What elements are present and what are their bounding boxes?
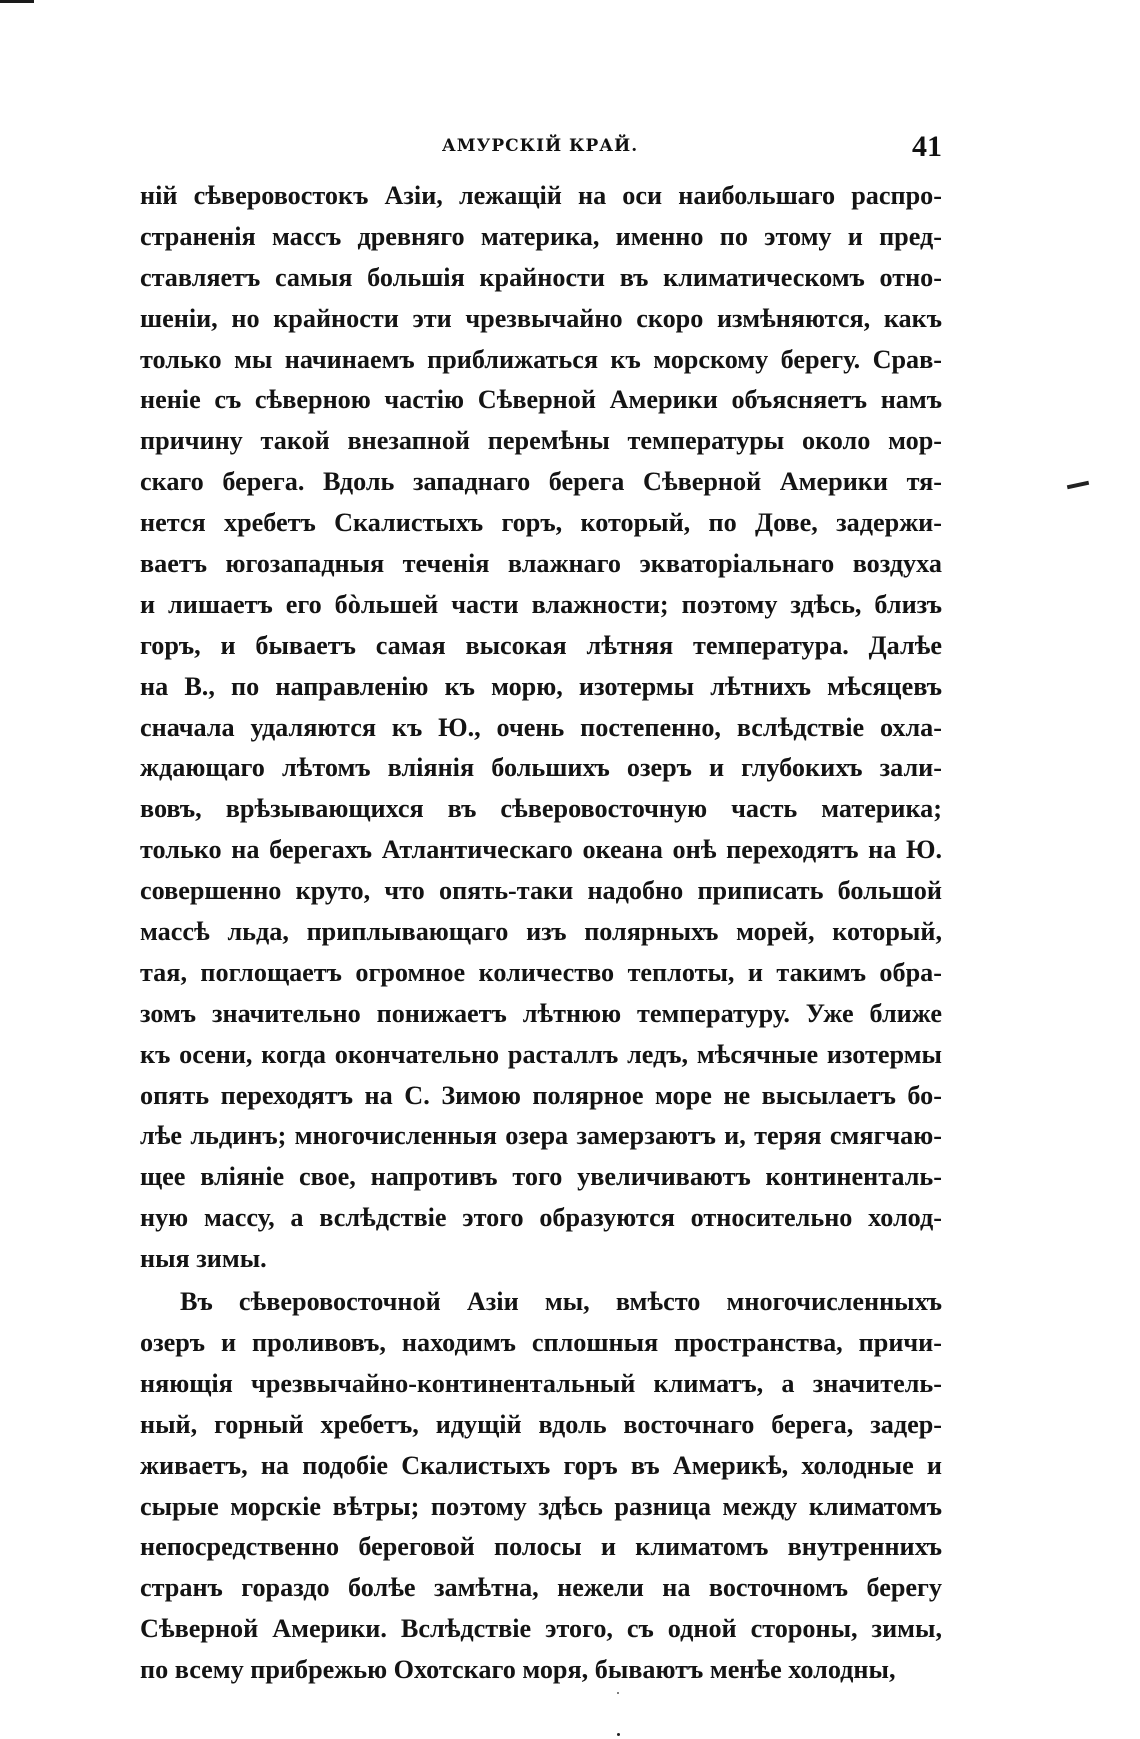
- text-line: горъ, и бываетъ самая высокая лѣтняя температура. Далѣе: [140, 630, 942, 660]
- text-line: няющія чрезвычайно-континентальный климатъ, а значитель-: [140, 1368, 942, 1398]
- text-line: нется хребетъ Скалистыхъ горъ, который, по Дове, задержи-: [140, 508, 942, 538]
- text-line: только на берегахъ Атлантическаго океана онѣ переходятъ на Ю.: [140, 835, 942, 865]
- text-line: ставляетъ самыя большія крайности въ климатическомъ отно-: [140, 262, 942, 292]
- text-line: ныя зимы.: [140, 1244, 267, 1274]
- ink-speck: [617, 1733, 620, 1736]
- text-line: сначала удаляются къ Ю., очень постепенно, вслѣдствіе охла-: [140, 712, 942, 742]
- text-line: вовъ, врѣзывающихся въ сѣверовосточную часть материка;: [140, 794, 942, 824]
- running-header: [140, 132, 940, 168]
- text-line: только мы начинаемъ приближаться къ морскому берегу. Срав-: [140, 344, 942, 374]
- paragraph-1: [140, 176, 942, 1280]
- text-line: сырые морскіе вѣтры; поэтому здѣсь разница между климатомъ: [140, 1491, 942, 1521]
- text-line: Въ сѣверовосточной Азіи мы, вмѣсто многочисленныхъ: [180, 1287, 942, 1317]
- text-line: непосредственно береговой полосы и климатомъ внутреннихъ: [140, 1532, 942, 1562]
- text-line: лѣе льдинъ; многочисленныя озера замерзаютъ и, теряя смягчаю-: [140, 1121, 942, 1151]
- text-line: неніе съ сѣверною частію Сѣверной Америки объясняетъ намъ: [140, 385, 942, 415]
- ink-speck: [1067, 481, 1089, 489]
- body-text: [140, 176, 942, 1691]
- text-line: ждающаго лѣтомъ вліянія большихъ озеръ и глубокихъ зали-: [140, 753, 942, 783]
- text-line: ную массу, а вслѣдствіе этого образуются относительно холод-: [140, 1203, 942, 1233]
- text-line: щее вліяніе свое, напротивъ того увеличиваютъ континенталь-: [140, 1162, 942, 1192]
- text-line: совершенно круто, что опять-таки надобно приписать большой: [140, 876, 942, 906]
- text-line: массѣ льда, приплывающаго изъ полярныхъ морей, который,: [140, 917, 942, 947]
- text-line: шеніи, но крайности эти чрезвычайно скоро измѣняются, какъ: [140, 303, 942, 333]
- text-line: тая, поглощаетъ огромное количество теплоты, и такимъ обра-: [140, 957, 942, 987]
- text-line: странъ гораздо болѣе замѣтна, нежели на восточномъ берегу: [140, 1573, 942, 1603]
- running-header-title: АМУРСКІЙ КРАЙ.: [441, 136, 639, 156]
- text-line: страненія массъ древняго материка, именно по этому и пред-: [140, 221, 942, 251]
- text-line: скаго берега. Вдоль западнаго берега Сѣверной Америки тя-: [140, 467, 942, 497]
- text-line: ній сѣверовостокъ Азіи, лежащій на оси наибольшаго распро-: [140, 181, 942, 210]
- ink-speck: [617, 1692, 619, 1694]
- text-line: Сѣверной Америки. Вслѣдствіе этого, съ одной стороны, зимы,: [140, 1614, 942, 1644]
- text-line: опять переходятъ на С. Зимою полярное море не высылаетъ бо-: [140, 1080, 942, 1110]
- text-line: озеръ и проливовъ, находимъ сплошныя пространства, причи-: [140, 1327, 942, 1357]
- text-line: зомъ значительно понижаетъ лѣтнюю температуру. Уже ближе: [140, 998, 942, 1028]
- text-line: и лишаетъ его бòльшей части влажности; поэтому здѣсь, близъ: [140, 589, 942, 619]
- text-line: ный, горный хребетъ, идущій вдоль восточнаго берега, задер-: [140, 1409, 942, 1439]
- text-line: причину такой внезапной перемѣны температуры около мор-: [140, 426, 942, 456]
- text-line: ваетъ югозападныя теченія влажнаго экваторіальнаго воздуха: [140, 549, 942, 579]
- paragraph-2: [140, 1282, 942, 1691]
- text-line: къ осени, когда окончательно расталлъ ледъ, мѣсячные изотермы: [140, 1039, 942, 1069]
- text-line: по всему прибрежью Охотскаго моря, бываютъ менѣе холодны,: [140, 1655, 896, 1685]
- text-line: на В., по направленію къ морю, изотермы лѣтнихъ мѣсяцевъ: [140, 671, 942, 701]
- scan-edge-mark: [0, 0, 34, 3]
- page-number: 41: [912, 130, 942, 163]
- text-line: живаетъ, на подобіе Скалистыхъ горъ въ Америкѣ, холодные и: [140, 1450, 942, 1480]
